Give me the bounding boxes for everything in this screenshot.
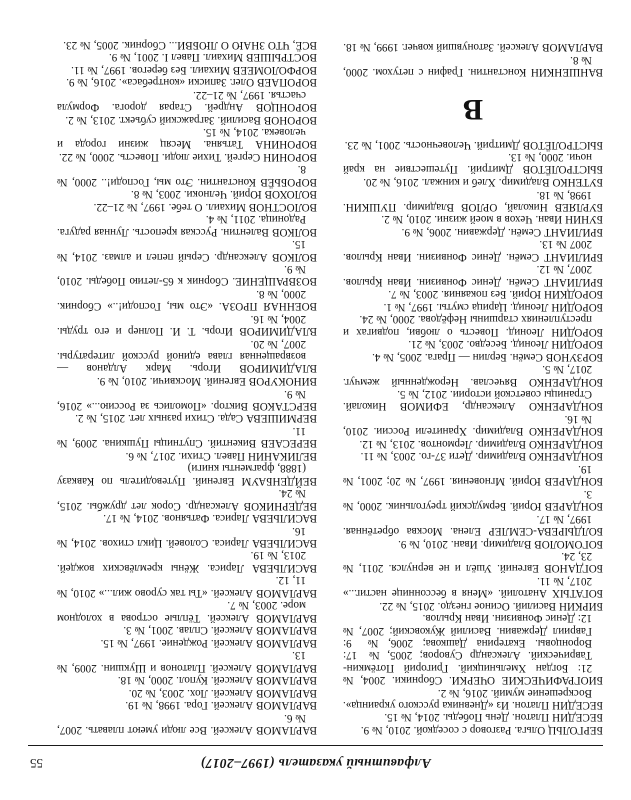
index-entry: ВАСИЛЬЕВА Лариса. Жёны кремлёвских вождей. 2013, № 19. xyxy=(57,549,317,574)
index-entry: ВАРЛАМОВ Алексей. Рождение. 1997, № 15. xyxy=(100,636,317,649)
index-entry: БОНДАРЕНКО Вячеслав. Нерожденный жемчуг. 2017, № 5. xyxy=(343,363,603,388)
index-entry: ВАРЛАМОВ Алексей. Лох. 2003, № 20. xyxy=(128,686,317,699)
index-entry: БЫСТРОЛЁТОВ Дмитрий. Человечность. 2001, № 23. xyxy=(344,138,603,151)
index-entry: БЫСТРОЛЁТОВ Дмитрий. Путешествие на край ночи. 2000, № 13. xyxy=(343,151,603,176)
index-entry: ВЛАДИМИРОВ Игорь. Марк Алданов — возвращенная глава единой русской литературы. 2007, № 20. xyxy=(57,337,317,375)
index-entry: ВОСТРЫШЕВ Михаил. Павел I. 2001, № 9. xyxy=(108,51,317,64)
index-entry: ВОЛОСТНОВ Михаил. О тебе. 1997, № 21–22. xyxy=(93,200,317,213)
index-entry: ВАРЛАМОВ Алексей. Купол. 2000, № 18. xyxy=(117,674,317,687)
index-entry: БОГДАНОВ Евгений. Ушёл и не вернулся. 2011, № 23, 24. xyxy=(343,550,603,575)
index-entry: БОНДАРЕНКО Владимир. Хранители России. 2010, № 16. xyxy=(343,412,603,438)
index-entry: БРИЛИАНТ Семён. Державин. 2006, № 9. xyxy=(401,225,603,238)
index-entry: ВСЁ, ЧТО ЗНАЮ О ЛЮБВИ... Сборник. 2005, № 23. xyxy=(63,38,317,51)
running-title: Алфавитный указатель (1997–2017) xyxy=(200,756,431,771)
index-entry: ВЕДЕРНИКОВ Александр. Сорок лет дружбы. 2015, № 24. xyxy=(57,487,317,512)
page-content-area xyxy=(28,30,603,774)
index-entry: БЕРГОЛЬЦ Ольга. Разговор с соседкой. 2010, № 9. xyxy=(360,724,603,736)
index-entry: ВОЛОХОВ Юрий. Челноки. 2003, № 8. xyxy=(131,188,317,201)
index-entry: БОРОДИН Леонид. Царица смуты. 1997, № 1. xyxy=(383,300,603,313)
index-entry: ВАСИЛЬЕВА Лариса. Фатьянов. 2014, № 17. xyxy=(103,512,317,525)
index-entry: БЕСЕДИН Платон. День Победы. 2014, № 15. xyxy=(384,711,603,724)
index-entry: ВОЗВРАЩЕНИЕ. Сборник к 65-летию Победы. 2010, № 9. xyxy=(57,263,317,288)
index-entry: БОЛДЫРЕВА-СЕМЛЕР Елена. Москва обретённая. 1997, № 17. xyxy=(343,512,603,537)
index-entry: ВОРОНИН Сергей. Тихие люди. Повесть. 2000, № 22. xyxy=(58,150,317,163)
index-entry: БИРКИН Василий. Осиное гнездо. 2015, № 22. xyxy=(379,599,603,612)
index-entry: БОРЗУНОВ Семён. Берлин — Прага. 2005, № 4. xyxy=(372,350,603,363)
index-entry: ВАРЛАМОВ Алексей. Затонувший ковчег. 1999, № 18. xyxy=(343,41,603,54)
index-entry: БОНДАРЕНКО Владимир. Лермонтов. 2013, № 12. xyxy=(359,437,603,450)
index-entry: ВАНШЕНКИН Константин. Графин с петухом. 2000, № 8. xyxy=(343,53,603,79)
index-entry: БРИЛИАНТ Семён. Денис Фонвизин. Иван Крылов. 2007, № 12. xyxy=(343,263,603,288)
index-entry: ВОЕННАЯ ПРОЗА. «Это мы, Господи!..» Сборник. 2000, № 8. xyxy=(57,288,317,313)
index-entry: ВОРОПАЕВ Олег. Записки «контребаса». 2016, № 9. xyxy=(66,76,317,89)
index-entry: ВОЛКОВ Валентин. Русская крепость. Лунная радуга. Радоница. 2011, № 4. xyxy=(57,213,317,238)
index-entry: ВАРЛАМОВ Алексей. Гора. 1998, № 19. xyxy=(125,699,317,712)
index-entry: БОГОМОЛОВ Владимир. Иван. 2010, № 9. xyxy=(398,537,603,550)
index-entry: БОРОДКИН Юрий. Без покаяния. 2003, № 7. xyxy=(388,288,603,301)
index-entry: БОРОДИН Леонид. Повесть о любви, подвигах и преступлениях старшины Нефёдова. 2000, № 24. xyxy=(343,313,603,338)
section-letter-heading: В xyxy=(463,93,484,127)
index-entry: БУТЕНКО Владимир. Хлеб и кинжал. 2016, № 20. xyxy=(363,176,603,188)
index-entry: ВОРФОЛОМЕЕВ Михаил. Без берегов. 1997, № 11. xyxy=(71,63,317,76)
index-entry: ВАРЛАМОВ Алексей. Платонов и Шукшин. 2009, № 13. xyxy=(57,649,317,674)
index-entry: ВОРОБЬЁВ Константин. Это мы, Господи!.. 2000, № 8. xyxy=(57,163,317,188)
index-entry: БОНДАРЕВ Юрий. Бермудский треугольник. 2000, № 3. xyxy=(343,487,603,513)
index-entry: ВИНОКУРОВ Евгений. Москвичи. 2010, № 9. xyxy=(96,375,317,387)
index-entry: ВОРОНИНА Татьяна. Месяц жизни города и человека. 2014, № 15. xyxy=(57,126,317,151)
index-entry: ВЛАДИМИРОВ Игорь. Т. И. Полнер и его труды. 2004, № 16. xyxy=(57,312,317,338)
index-entry: ВЕРЕСАЕВ Викентий. Спутницы Пушкина. 2009, № 11. xyxy=(57,424,317,450)
index-columns xyxy=(28,36,603,736)
page-number: 55 xyxy=(30,756,43,771)
index-entry: БОНДАРЕНКО Владимир. Дети 37-го. 2003, № 11. xyxy=(360,450,603,463)
index-entry: ВАРЛАМОВ Алексей. Тёплые острова в холодном море. 2003, № 7. xyxy=(57,599,317,624)
index-entry: ВАРЛАМОВ Алексей. «Ты так сурово жил...» 2010, № 11, 12. xyxy=(57,574,317,599)
index-entry: ВЕРСТАКОВ Виктор. «Помолись за Россию...» 2016, № 9. xyxy=(57,387,317,412)
index-entry: БЕСЕДИН Платон. Из «Дневника русского украинца». Воскрешение мумий. 2016, № 2. xyxy=(342,686,603,711)
index-entry: ВОРОНОВ Василий. Загражский субъект. 2013, № 2. xyxy=(65,113,317,126)
index-entry: БУНИН Иван. Чехов в моей жизни. 2010, № 2. xyxy=(381,213,603,226)
index-entry: ВОРОНЦОВ Андрей. Старая дорога. Формула счастья. 1997, № 21–22. xyxy=(57,88,317,113)
index-entry: ВАСИЛЬЕВА Лариса. Соловей. Цикл стихов. 2014, № 16. xyxy=(57,524,317,549)
index-entry: БИОГРАФИЧЕСКИЕ ОЧЕРКИ. Сборники. 2004, № 21: Богдан Хмельницкий. Григорий Потёмкин-Таврический. Александр Суворов; 2005, № 17: Воронцовы. Екатерина Дашкова; 2006, № 9: Гавриил Державин. Василий Жуковский; 2007, № 12: Денис Фонвизин. Иван Крылов. xyxy=(343,612,603,687)
index-entry: ВЕЛИКАНИН Павел. Стихи. 2017, № 6. xyxy=(125,449,317,462)
index-column-left xyxy=(343,36,603,736)
index-entry: БОНДАРЕВ Юрий. Мгновения. 1997, № 20; 2001, № 19. xyxy=(343,462,603,488)
index-entry: БРИЛИАНТ Семён. Денис Фонвизин. Иван Крылов. 2007 № 13. xyxy=(343,238,603,263)
index-entry: ВЕРМИШЕВА Сада. Стихи разных лет. 2015, № 2. xyxy=(75,412,317,425)
index-entry: ВЕЙДЕНБАУМ Евгений. Путеводитель по Кавказу (1888, фрагменты книги) xyxy=(57,462,317,487)
index-entry: ВАРЛАМОВ Алексей. Сплав. 2001, № 3. xyxy=(123,624,317,637)
index-column-right xyxy=(57,36,317,736)
index-entry: ВОЛКОВ Александр. Серый пепел и алмаз. 2014, № 15. xyxy=(57,238,317,263)
index-entry: БОНДАРЕНКО Александр, ЕФИМОВ Николай. Страницы советской истории. 2012, № 5. xyxy=(343,388,603,413)
running-head xyxy=(28,745,603,774)
index-entry: БОРОДИН Леонид. Беседво. 2003, № 21. xyxy=(408,338,603,351)
index-entry: БУРЛЯЕВ Николай, ОРЛОВ Владимир. ПУШКИН. 1998, № 18. xyxy=(343,188,603,213)
index-entry: БОГАТЫХ Анатолий. «Меня в бессоннице настиг...» 2017, № 11. xyxy=(343,574,603,600)
index-entry: ВАРЛАМОВ Алексей. Все люди умеют плавать. 2007, № 6. xyxy=(57,711,317,736)
